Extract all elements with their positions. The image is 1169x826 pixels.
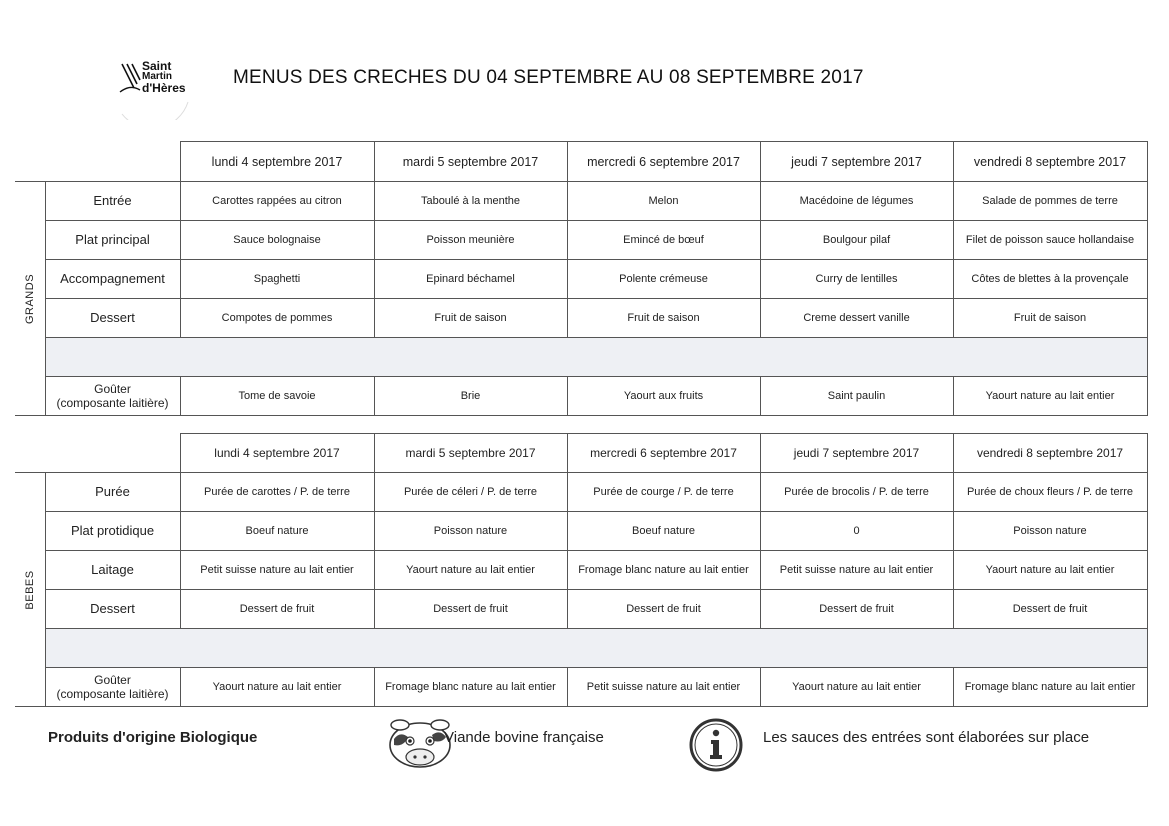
menu-cell: Creme dessert vanille [760,299,953,338]
spacer-row [15,338,1147,377]
row-label [45,377,180,416]
menu-cell: Polente crémeuse [567,260,760,299]
grands-menu-table [15,141,1148,416]
row-label: Accompagnement [45,260,180,299]
gouter-sublabel: (composante laitière) [56,396,169,410]
day-header: mardi 5 septembre 2017 [374,434,567,473]
menu-cell: Purée de courge / P. de terre [567,473,760,512]
row-label: Plat principal [45,221,180,260]
legend-bio: Produits d'origine Biologique [48,729,258,746]
table-row [15,260,1147,299]
menu-cell: Spaghetti [180,260,374,299]
legend-viande: Viande bovine française [444,729,604,746]
legend [0,713,1169,773]
grands-header-row [15,142,1147,182]
row-label: Dessert [45,299,180,338]
table-row [15,473,1147,512]
group-label-bebes: BEBES [23,569,36,610]
menu-cell: Boeuf nature [180,512,374,551]
row-label: Laitage [45,551,180,590]
gouter-sublabel: (composante laitière) [56,687,169,701]
day-header: jeudi 7 septembre 2017 [760,434,953,473]
gouter-label: Goûter [94,673,131,687]
menu-cell: Petit suisse nature au lait entier [180,551,374,590]
menu-cell: Fruit de saison [374,299,567,338]
menu-cell: Poisson meunière [374,221,567,260]
menu-cell: Purée de choux fleurs / P. de terre [953,473,1147,512]
menu-cell: Filet de poisson sauce hollandaise [953,221,1147,260]
menu-cell: Taboulé à la menthe [374,182,567,221]
menu-cell: Epinard béchamel [374,260,567,299]
menu-cell: Brie [374,377,567,416]
menu-cell: Yaourt aux fruits [567,377,760,416]
bebes-header-row [15,434,1147,473]
menu-cell: 0 [760,512,953,551]
menu-cell: Poisson nature [953,512,1147,551]
gouter-label: Goûter [94,382,131,396]
table-row [15,377,1147,416]
row-label: Purée [45,473,180,512]
menu-cell: Compotes de pommes [180,299,374,338]
menu-cell: Fromage blanc nature au lait entier [953,668,1147,707]
menu-cell: Fromage blanc nature au lait entier [567,551,760,590]
menu-cell: Yaourt nature au lait entier [760,668,953,707]
table-row [15,551,1147,590]
bebes-menu-table [15,433,1148,707]
menu-cell: Fruit de saison [567,299,760,338]
menu-cell: Dessert de fruit [953,590,1147,629]
day-header: lundi 4 septembre 2017 [180,434,374,473]
table-row [15,512,1147,551]
header-corner [15,434,180,473]
logo-line-2: Martin [142,71,172,82]
menu-cell: Poisson nature [374,512,567,551]
menu-cell: Yaourt nature au lait entier [180,668,374,707]
menu-cell: Dessert de fruit [567,590,760,629]
menu-cell: Macédoine de légumes [760,182,953,221]
menu-cell: Tome de savoie [180,377,374,416]
logo-text [142,60,186,94]
group-side-label [15,473,45,707]
logo-line-3: d'Hères [142,81,186,95]
menu-cell: Purée de céleri / P. de terre [374,473,567,512]
menu-cell: Sauce bolognaise [180,221,374,260]
info-icon [688,717,744,773]
menu-cell: Dessert de fruit [760,590,953,629]
menu-cell: Fruit de saison [953,299,1147,338]
spacer-cell [45,338,1147,377]
menu-cell: Melon [567,182,760,221]
table-row [15,182,1147,221]
menu-cell: Carottes rappées au citron [180,182,374,221]
menu-cell: Petit suisse nature au lait entier [567,668,760,707]
day-header: vendredi 8 septembre 2017 [953,434,1147,473]
day-header: mercredi 6 septembre 2017 [567,142,760,182]
menu-cell: Purée de carottes / P. de terre [180,473,374,512]
menu-cell: Yaourt nature au lait entier [953,377,1147,416]
day-header: mercredi 6 septembre 2017 [567,434,760,473]
row-label [45,668,180,707]
menu-cell: Curry de lentilles [760,260,953,299]
table-row [15,221,1147,260]
menu-cell: Yaourt nature au lait entier [374,551,567,590]
group-label-grands: GRANDS [23,273,36,324]
menu-cell: Petit suisse nature au lait entier [760,551,953,590]
menu-cell: Purée de brocolis / P. de terre [760,473,953,512]
day-header: jeudi 7 septembre 2017 [760,142,953,182]
day-header: mardi 5 septembre 2017 [374,142,567,182]
day-header: vendredi 8 septembre 2017 [953,142,1147,182]
menu-cell: Yaourt nature au lait entier [953,551,1147,590]
logo [112,54,192,120]
table-row [15,668,1147,707]
menu-cell: Côtes de blettes à la provençale [953,260,1147,299]
row-label: Entrée [45,182,180,221]
menu-cell: Dessert de fruit [180,590,374,629]
menu-cell: Saint paulin [760,377,953,416]
page-title: MENUS DES CRECHES DU 04 SEPTEMBRE AU 08 SEPTEMBRE 2017 [233,67,864,88]
group-side-label [15,182,45,416]
spacer-row [15,629,1147,668]
table-row [15,299,1147,338]
spacer-cell [45,629,1147,668]
row-label: Dessert [45,590,180,629]
logo-line-1: Saint [142,59,172,73]
menu-cell: Dessert de fruit [374,590,567,629]
legend-sauces: Les sauces des entrées sont élaborées sur place [763,729,1090,746]
table-row [15,590,1147,629]
header-corner [15,142,180,182]
menu-cell: Emincé de bœuf [567,221,760,260]
row-label: Plat protidique [45,512,180,551]
menu-cell: Salade de pommes de terre [953,182,1147,221]
menu-cell: Boeuf nature [567,512,760,551]
menu-cell: Boulgour pilaf [760,221,953,260]
menu-cell: Fromage blanc nature au lait entier [374,668,567,707]
day-header: lundi 4 septembre 2017 [180,142,374,182]
